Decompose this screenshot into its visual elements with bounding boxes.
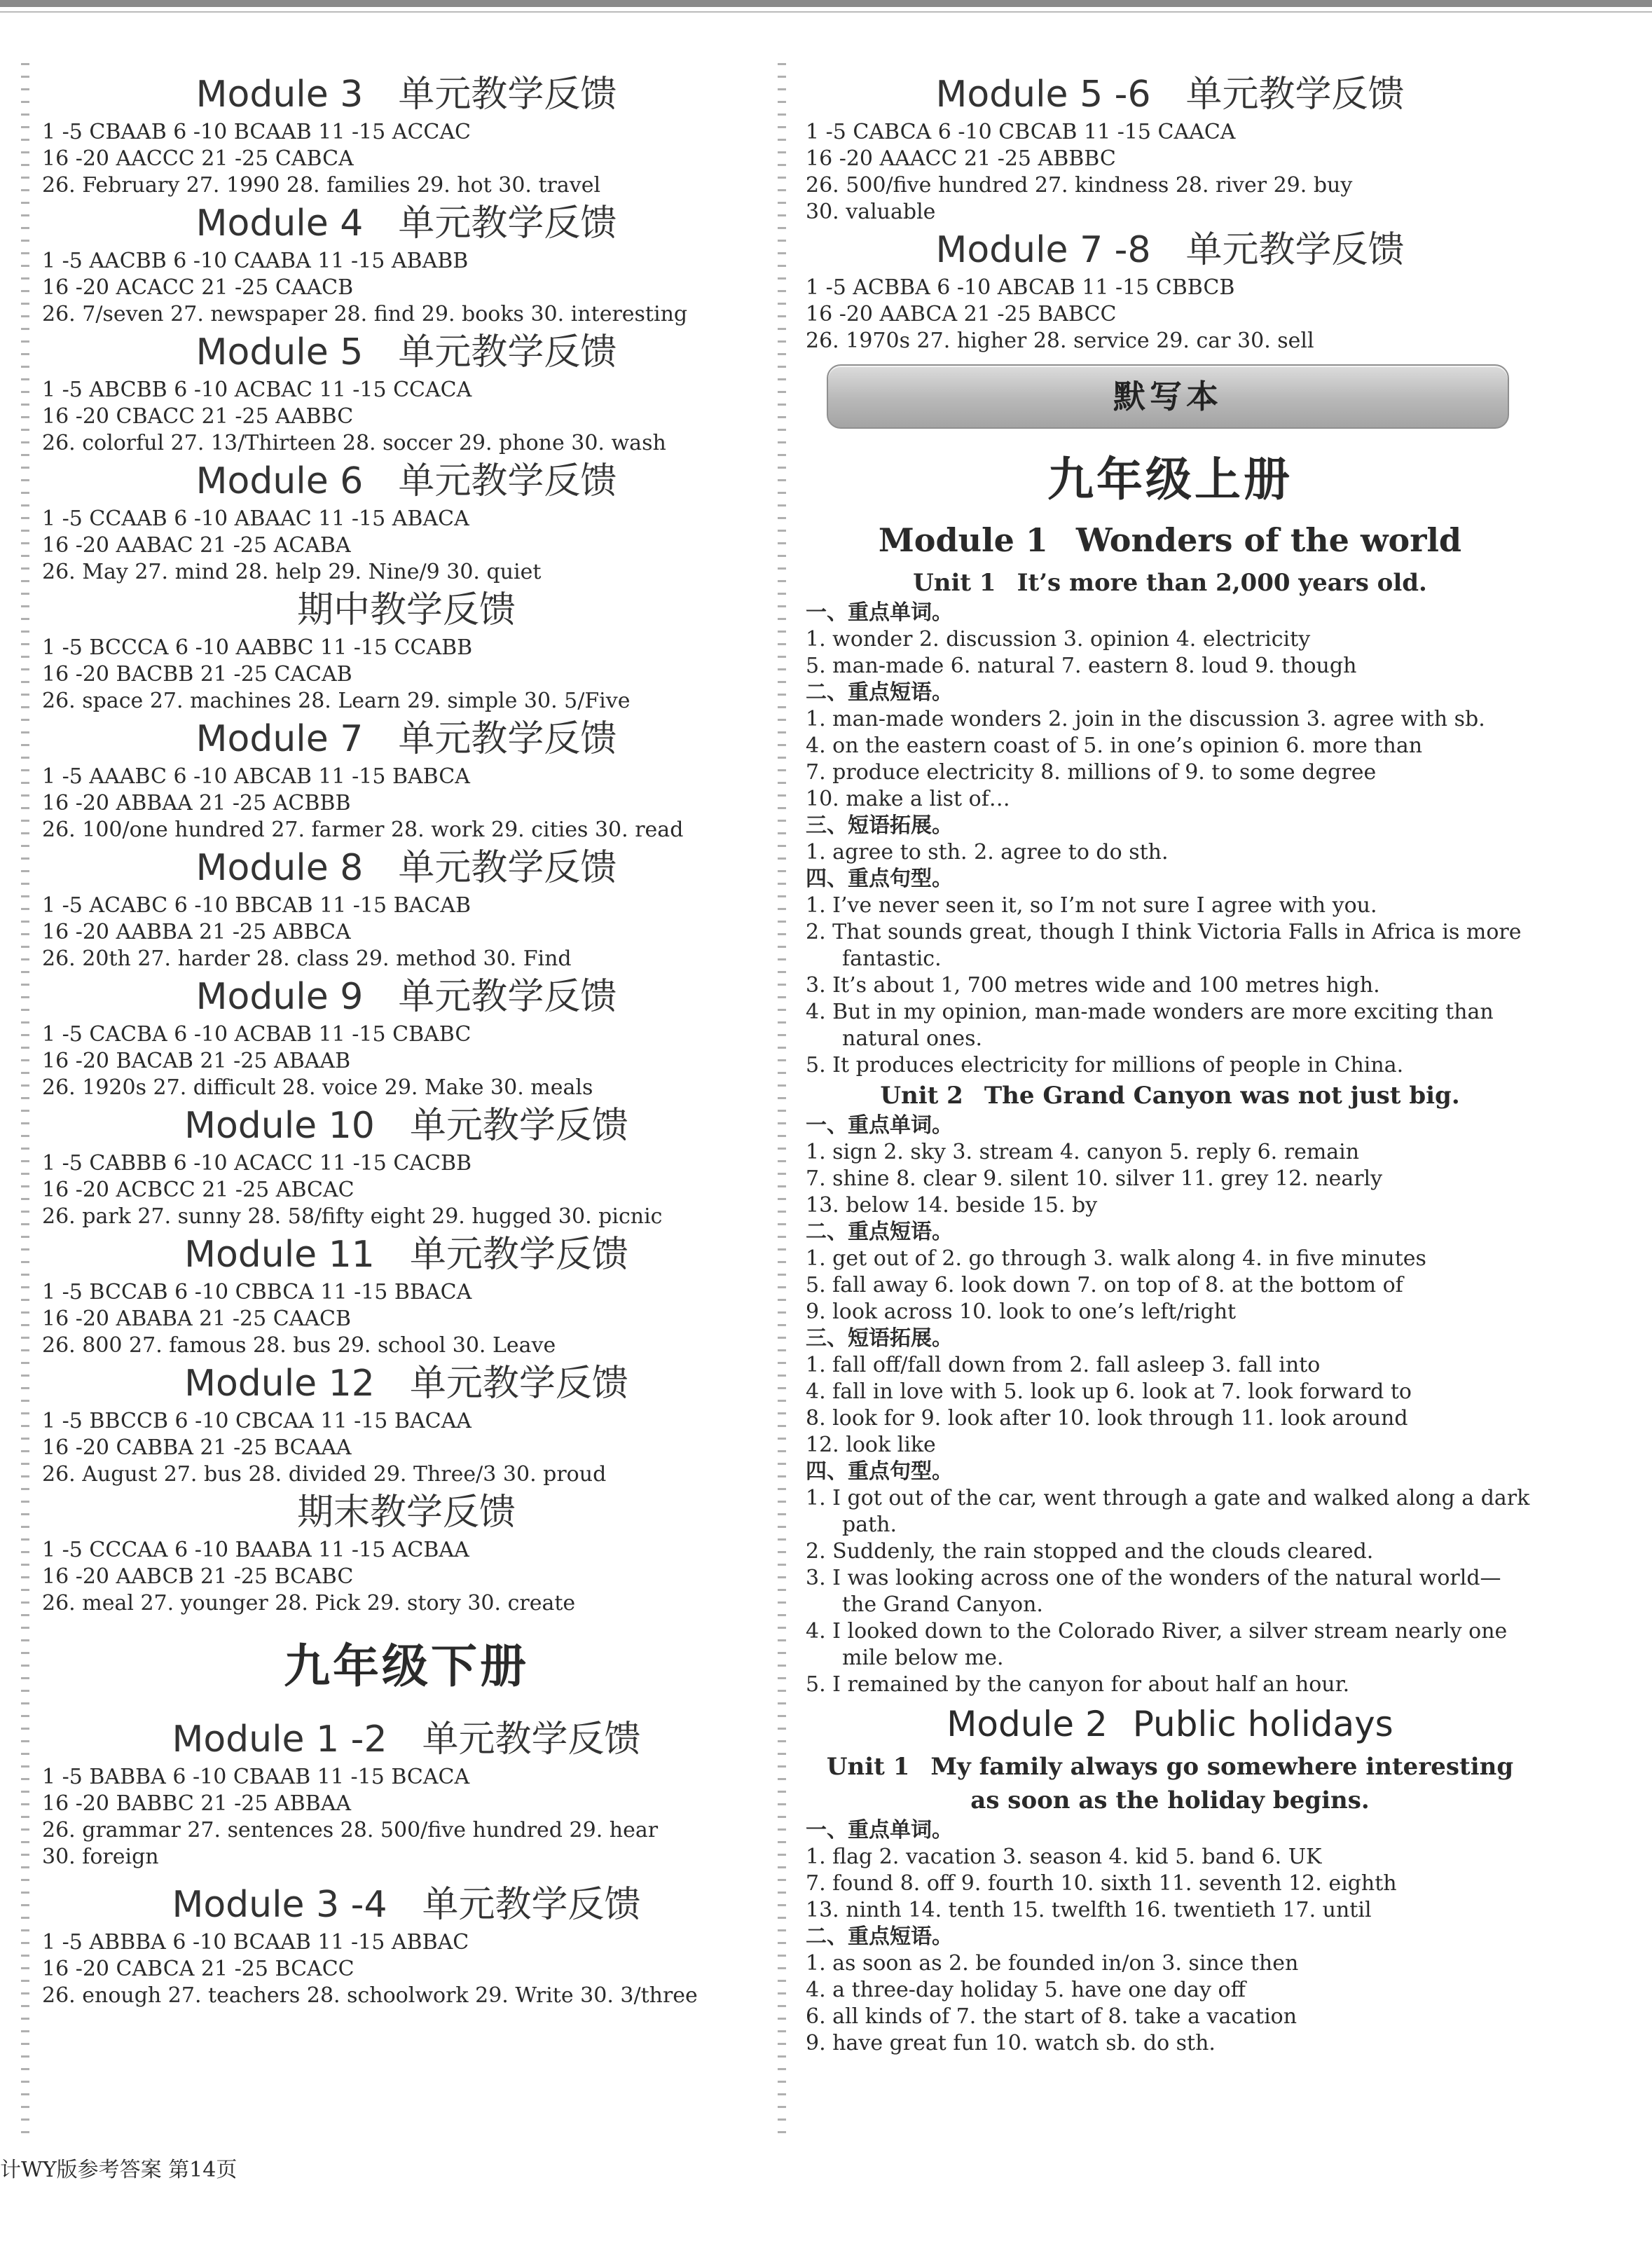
- answer-line: 16 -20 BACAB 21 -25 ABAAB: [42, 1049, 351, 1073]
- module-label: Module 9: [195, 976, 364, 1018]
- answer-line: 26. enough 27. teachers 28. schoolwork 29. Write 30. 3/three: [42, 1983, 698, 2008]
- list-item: 1. as soon as 2. be founded in/on 3. since then: [806, 1951, 1299, 1976]
- list-item: 1. sign 2. sky 3. stream 4. canyon 5. reply 6. remain: [806, 1140, 1360, 1164]
- answer-line: 26. meal 27. younger 28. Pick 29. story 30. create: [42, 1591, 576, 1615]
- module-label: Module 3 -4: [172, 1884, 387, 1926]
- list-item: 6. all kinds of 7. the start of 8. take a vacation: [806, 2004, 1297, 2029]
- answer-line: 1 -5 CBAAB 6 -10 BCAAB 11 -15 ACCAC: [42, 120, 471, 144]
- m1u2-phrases: [806, 1246, 1534, 1325]
- answer-line: 1 -5 ACBBA 6 -10 ABCAB 11 -15 CBBCB: [806, 275, 1235, 300]
- section-title: [42, 199, 771, 248]
- key-sentence: 1. I’ve never seen it, so I’m not sure I agree with you.: [806, 893, 1377, 918]
- section-title: [42, 457, 771, 506]
- module-label: Module 11: [184, 1234, 375, 1276]
- m1-unit2-title: Unit 2 The Grand Canyon was not just big.: [880, 1082, 1460, 1110]
- answer-line: 1 -5 ACABC 6 -10 BBCAB 11 -15 BACAB: [42, 893, 471, 918]
- module2-title: Module 2 Public holidays: [947, 1704, 1393, 1744]
- section-title: [42, 715, 771, 764]
- list-item: 1. get out of 2. go through 3. walk along 4. in five minutes: [806, 1246, 1426, 1271]
- module-label: Module 10: [184, 1105, 375, 1147]
- key-sentence: 3. It’s about 1, 700 metres wide and 100 metres high.: [806, 973, 1380, 998]
- answer-line: 16 -20 BACBB 21 -25 CACAB: [42, 662, 352, 687]
- list-item: 13. ninth 14. tenth 15. twelfth 16. twentieth 17. until: [806, 1898, 1372, 1922]
- m1u1-words: [806, 626, 1534, 680]
- section-title: [42, 328, 771, 377]
- answer-line: 26. 100/one hundred 27. farmer 28. work 29. cities 30. read: [42, 818, 684, 842]
- right-column: [806, 70, 1534, 2057]
- m1u1-sentences: [806, 893, 1534, 1079]
- answer-line: 1 -5 BCCAB 6 -10 CBBCA 11 -15 BBACA: [42, 1280, 472, 1304]
- dictation-banner: 默写本: [827, 364, 1509, 429]
- answer-line: 26. 1970s 27. higher 28. service 29. car 30. sell: [806, 329, 1314, 353]
- key-sentence: 5. I remained by the canyon for about half an hour.: [806, 1672, 1350, 1697]
- answer-line: 16 -20 ACBCC 21 -25 ABCAC: [42, 1178, 355, 1202]
- answer-line: 16 -20 ABBAA 21 -25 ACBBB: [42, 791, 351, 815]
- answer-line: 1 -5 BBCCB 6 -10 CBCAA 11 -15 BACAA: [42, 1409, 471, 1433]
- answer-line: 30. foreign: [42, 1845, 159, 1869]
- answer-line: 16 -20 AABCB 21 -25 BCABC: [42, 1564, 354, 1589]
- top-rule: [0, 11, 1652, 13]
- feedback-label: 单元教学反馈: [398, 331, 617, 373]
- left-margin-rule: [21, 63, 29, 2137]
- feedback-label: 单元教学反馈: [398, 718, 617, 760]
- answer-line: 1 -5 CACBA 6 -10 ACBAB 11 -15 CBABC: [42, 1022, 471, 1047]
- module1-title: Module 1 Wonders of the world: [878, 521, 1462, 559]
- list-item: 9. look across 10. look to one’s left/right: [806, 1300, 1237, 1324]
- answer-line: 1 -5 BCCCA 6 -10 AABBC 11 -15 CCABB: [42, 635, 473, 660]
- answer-line: 1 -5 CABCA 6 -10 CBCAB 11 -15 CAACA: [806, 120, 1236, 144]
- m1u2-sentences: [806, 1485, 1534, 1698]
- feedback-label: 单元教学反馈: [1185, 229, 1405, 271]
- answer-line: 1 -5 BABBA 6 -10 CBAAB 11 -15 BCACA: [42, 1765, 470, 1789]
- answer-line: 16 -20 CABCA 21 -25 BCACC: [42, 1957, 355, 1981]
- feedback-label: 单元教学反馈: [398, 847, 617, 889]
- module-label: Module 7 -8: [935, 229, 1151, 271]
- section-title: [806, 226, 1534, 275]
- section-title: 期中教学反馈: [296, 589, 516, 631]
- feedback-label: 单元教学反馈: [1185, 74, 1405, 116]
- key-sentence: 4. I looked down to the Colorado River, a silver stream nearly one mile below me.: [806, 1619, 1508, 1670]
- m2u1-cat-phrases: 二、重点短语。: [806, 1924, 953, 1949]
- m1u1-cat-phrases: 二、重点短语。: [806, 680, 953, 705]
- list-item: 4. on the eastern coast of 5. in one’s opinion 6. more than: [806, 733, 1423, 758]
- list-item: 4. fall in love with 5. look up 6. look at 7. look forward to: [806, 1379, 1412, 1404]
- feedback-label: 单元教学反馈: [398, 74, 617, 116]
- module-label: Module 3: [195, 74, 364, 116]
- list-item: 1. flag 2. vacation 3. season 4. kid 5. band 6. UK: [806, 1845, 1322, 1869]
- answer-line: 26. colorful 27. 13/Thirteen 28. soccer 29. phone 30. wash: [42, 431, 666, 455]
- m1u2-ext: [806, 1352, 1534, 1459]
- answer-line: 26. grammar 27. sentences 28. 500/five hundred 29. hear: [42, 1818, 659, 1842]
- section-title: [42, 1715, 771, 1764]
- list-item: 1. wonder 2. discussion 3. opinion 4. electricity: [806, 627, 1311, 652]
- answer-line: 16 -20 CBACC 21 -25 AABBC: [42, 404, 354, 429]
- feedback-label: 单元教学反馈: [398, 460, 617, 502]
- answer-line: 16 -20 AACCC 21 -25 CABCA: [42, 146, 354, 171]
- grade-heading-upper: 九年级上册: [1047, 452, 1293, 507]
- m1u1-phrases: [806, 706, 1534, 813]
- list-item: 8. look for 9. look after 10. look through 11. look around: [806, 1406, 1408, 1431]
- list-item: 1. fall off/fall down from 2. fall asleep 3. fall into: [806, 1353, 1321, 1377]
- list-item: 12. look like: [806, 1433, 936, 1457]
- answer-line: 16 -20 BABBC 21 -25 ABBAA: [42, 1791, 352, 1816]
- answer-line: 1 -5 CABBB 6 -10 ACACC 11 -15 CACBB: [42, 1151, 472, 1176]
- m1-unit1-title: Unit 1 It’s more than 2,000 years old.: [913, 569, 1427, 597]
- list-item: 7. found 8. off 9. fourth 10. sixth 11. seventh 12. eighth: [806, 1871, 1397, 1896]
- key-sentence: 3. I was looking across one of the wonders of the natural world—the Grand Canyon.: [806, 1566, 1501, 1617]
- feedback-label: 单元教学反馈: [422, 1884, 641, 1926]
- answer-line: 26. 7/seven 27. newspaper 28. find 29. books 30. interesting: [42, 302, 688, 326]
- answer-line: 1 -5 ABBBA 6 -10 BCAAB 11 -15 ABBAC: [42, 1930, 469, 1955]
- section-title: [42, 1880, 771, 1929]
- section-title: [42, 70, 771, 119]
- key-sentence: 5. It produces electricity for millions of people in China.: [806, 1053, 1404, 1077]
- answer-line: 16 -20 ABABA 21 -25 CAACB: [42, 1307, 352, 1331]
- section-title: [42, 1359, 771, 1408]
- answer-line: 16 -20 AABBA 21 -25 ABBCA: [42, 920, 351, 944]
- module-label: Module 6: [195, 460, 364, 502]
- feedback-label: 单元教学反馈: [422, 1718, 641, 1761]
- answer-line: 1 -5 CCCAA 6 -10 BAABA 11 -15 ACBAA: [42, 1538, 469, 1562]
- section-title: [806, 70, 1534, 119]
- answer-line: 26. 500/five hundred 27. kindness 28. river 29. buy: [806, 173, 1353, 198]
- m1u2-cat-phrases: 二、重点短语。: [806, 1220, 953, 1244]
- list-item: 1. man-made wonders 2. join in the discussion 3. agree with sb.: [806, 707, 1485, 731]
- feedback-label: 单元教学反馈: [409, 1234, 628, 1276]
- answer-line: 26. space 27. machines 28. Learn 29. simple 30. 5/Five: [42, 689, 631, 713]
- section-title: [42, 843, 771, 893]
- answer-line: 16 -20 ACACC 21 -25 CAACB: [42, 275, 354, 300]
- key-sentence: 2. That sounds great, though I think Victoria Falls in Africa is more fantastic.: [806, 920, 1522, 971]
- answer-sections-right: [806, 70, 1534, 354]
- list-item: 13. below 14. beside 15. by: [806, 1193, 1098, 1218]
- section-title: [42, 1101, 771, 1150]
- m1u2-cat-ext: 三、短语拓展。: [806, 1326, 953, 1351]
- answer-line: 1 -5 ABCBB 6 -10 ACBAC 11 -15 CCACA: [42, 378, 472, 402]
- key-sentence: 4. But in my opinion, man-made wonders are more exciting than natural ones.: [806, 1000, 1494, 1051]
- m1u1-ext: [806, 839, 1534, 866]
- key-sentence: 1. I got out of the car, went through a gate and walked along a dark path.: [806, 1486, 1530, 1537]
- section-title: [42, 972, 771, 1021]
- m1u2-cat-words: 一、重点单词。: [806, 1113, 953, 1138]
- list-item: 10. make a list of…: [806, 787, 1010, 811]
- answer-line: 26. May 27. mind 28. help 29. Nine/9 30. quiet: [42, 560, 542, 584]
- section-title: 期末教学反馈: [296, 1491, 516, 1534]
- m1u2-cat-sentences: 四、重点句型。: [806, 1459, 953, 1484]
- m1u1-cat-ext: 三、短语拓展。: [806, 813, 953, 838]
- key-sentence: 2. Suddenly, the rain stopped and the clouds cleared.: [806, 1539, 1374, 1564]
- module-label: Module 1 -2: [172, 1718, 387, 1761]
- feedback-label: 单元教学反馈: [398, 202, 617, 244]
- module-label: Module 7: [195, 718, 364, 760]
- page-footer: 计WY版参考答案 第14页: [0, 2158, 238, 2182]
- list-item: 7. produce electricity 8. millions of 9. to some degree: [806, 760, 1377, 785]
- answer-line: 26. 20th 27. harder 28. class 29. method 30. Find: [42, 946, 572, 971]
- module-label: Module 4: [195, 202, 364, 244]
- top-border: [0, 0, 1652, 7]
- list-item: 5. fall away 6. look down 7. on top of 8. at the bottom of: [806, 1273, 1403, 1297]
- list-item: 4. a three-day holiday 5. have one day off: [806, 1978, 1246, 2002]
- m1u1-cat-words: 一、重点单词。: [806, 600, 953, 625]
- feedback-label: 单元教学反馈: [398, 976, 617, 1018]
- list-item: 7. shine 8. clear 9. silent 10. silver 11. grey 12. nearly: [806, 1166, 1383, 1191]
- m2-unit1-title: Unit 1 My family always go somewhere interesting as soon as the holiday begins.: [826, 1753, 1514, 1814]
- answer-line: 16 -20 AABAC 21 -25 ACABA: [42, 533, 351, 558]
- section-title: [42, 1230, 771, 1279]
- m2u1-phrases: [806, 1950, 1534, 2057]
- module-label: Module 5 -6: [935, 74, 1151, 116]
- module-label: Module 5: [195, 331, 364, 373]
- grade-heading-lower: 九年级下册: [284, 1639, 529, 1693]
- answer-line: 26. 800 27. famous 28. bus 29. school 30. Leave: [42, 1333, 556, 1358]
- list-item: 9. have great fun 10. watch sb. do sth.: [806, 2031, 1216, 2055]
- answer-line: 1 -5 AACBB 6 -10 CAABA 11 -15 ABABB: [42, 249, 469, 273]
- answer-line: 16 -20 AAACC 21 -25 ABBBC: [806, 146, 1116, 171]
- m1u1-cat-sentences: 四、重点句型。: [806, 867, 953, 891]
- feedback-label: 单元教学反馈: [409, 1363, 628, 1405]
- answer-line: 1 -5 AAABC 6 -10 ABCAB 11 -15 BABCA: [42, 764, 470, 789]
- column-divider: [778, 63, 786, 2137]
- feedback-label: 单元教学反馈: [409, 1105, 628, 1147]
- left-column: [42, 70, 771, 2009]
- list-item: 1. agree to sth. 2. agree to do sth.: [806, 840, 1169, 864]
- m1u2-words: [806, 1139, 1534, 1219]
- m2u1-cat-words: 一、重点单词。: [806, 1818, 953, 1842]
- answer-line: 26. February 27. 1990 28. families 29. hot 30. travel: [42, 173, 601, 198]
- module-label: Module 8: [195, 847, 364, 889]
- answer-line: 26. August 27. bus 28. divided 29. Three/3 30. proud: [42, 1462, 607, 1487]
- answer-line: 26. 1920s 27. difficult 28. voice 29. Make 30. meals: [42, 1075, 593, 1100]
- answer-line: 26. park 27. sunny 28. 58/fifty eight 29. hugged 30. picnic: [42, 1204, 663, 1229]
- answer-line: 30. valuable: [806, 200, 936, 224]
- module-label: Module 12: [184, 1363, 375, 1405]
- list-item: 5. man-made 6. natural 7. eastern 8. loud 9. though: [806, 654, 1357, 678]
- m2u1-words: [806, 1844, 1534, 1924]
- answer-line: 16 -20 AABCA 21 -25 BABCC: [806, 302, 1117, 326]
- answer-line: 16 -20 CABBA 21 -25 BCAAA: [42, 1435, 352, 1460]
- answer-line: 1 -5 CCAAB 6 -10 ABAAC 11 -15 ABACA: [42, 507, 469, 531]
